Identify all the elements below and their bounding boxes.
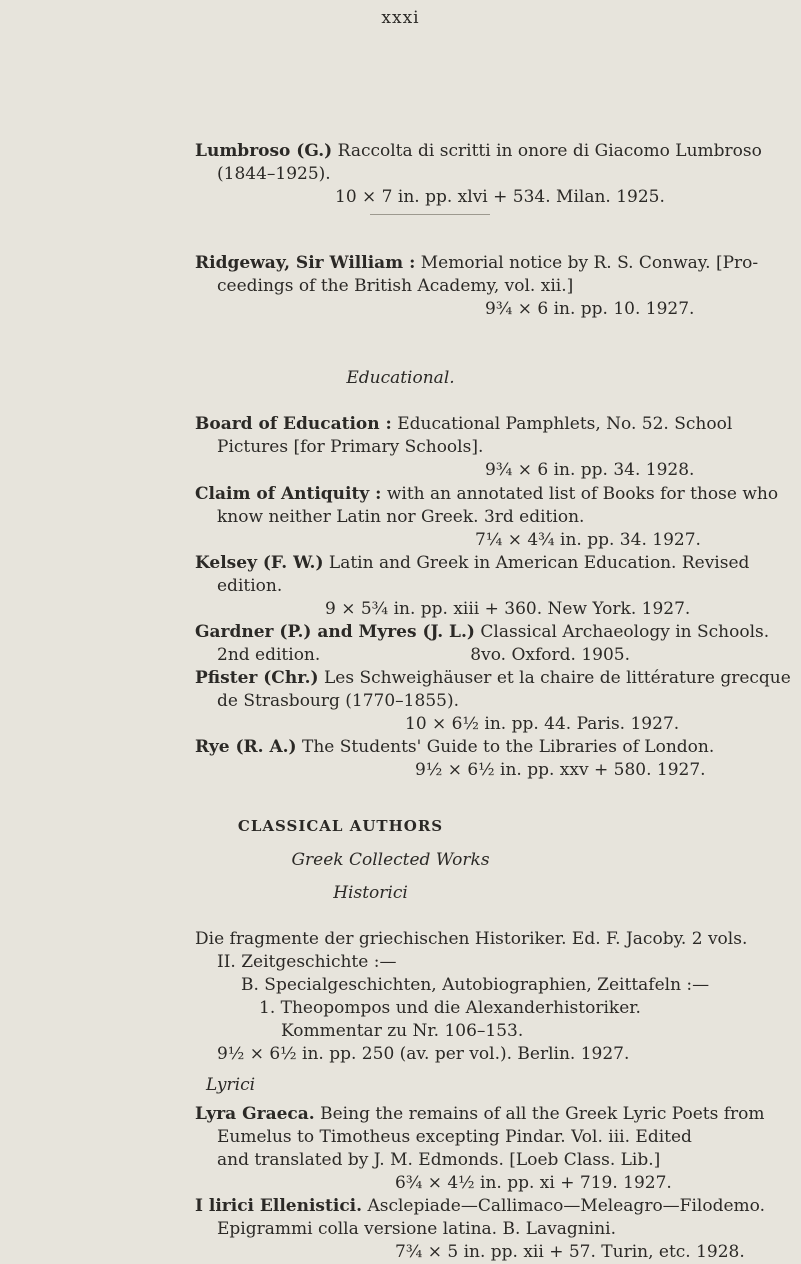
entry-meta: 7¼ × 4¾ in. pp. 34. 1927. bbox=[475, 530, 701, 550]
entry-meta: 7¾ × 5 in. pp. xii + 57. Turin, etc. 1928. bbox=[395, 1242, 745, 1262]
section-heading-historici: Historici bbox=[333, 883, 408, 903]
entry-text: de Strasbourg (1770–1855). bbox=[217, 691, 459, 711]
entry-text: 1. Theopompos und die Alexanderhistoriker. bbox=[259, 998, 641, 1018]
entry-ridgeway bbox=[195, 252, 775, 321]
entry-meta: 8vo. Oxford. 1905. bbox=[470, 645, 630, 665]
entry-heading: Claim of Antiquity : bbox=[195, 484, 382, 504]
section-heading-greek-collected-works: Greek Collected Works bbox=[291, 850, 490, 870]
entry-claim-of-antiquity bbox=[195, 483, 779, 552]
entry-meta: 9 × 5¾ in. pp. xiii + 360. New York. 1927. bbox=[325, 599, 691, 619]
entry-meta: 9½ × 6½ in. pp. xxv + 580. 1927. bbox=[415, 760, 706, 780]
entry-heading: Kelsey (F. W.) bbox=[195, 553, 324, 573]
entry-meta: 9¾ × 6 in. pp. 10. 1927. bbox=[485, 299, 695, 319]
entry-rye bbox=[195, 736, 775, 782]
entry-text: B. Specialgeschichten, Autobiographien, Zeittafeln :— bbox=[241, 975, 710, 995]
entry-heading: Lumbroso (G.) bbox=[195, 141, 333, 161]
entry-jacoby bbox=[195, 928, 775, 1066]
entry-text: edition. bbox=[217, 576, 283, 596]
entry-text: Eumelus to Timotheus excepting Pindar. Vol. iii. Edited bbox=[217, 1127, 692, 1147]
entry-text: Latin and Greek in American Education. Revised bbox=[328, 553, 750, 573]
entry-text: Kommentar zu Nr. 106–153. bbox=[281, 1021, 524, 1041]
entry-text: 2nd edition. bbox=[217, 645, 321, 665]
divider bbox=[370, 214, 490, 215]
entry-pfister bbox=[195, 667, 791, 736]
entry-kelsey bbox=[195, 552, 775, 621]
page-number: xxxi bbox=[381, 8, 420, 28]
entry-lyra-graeca-meta bbox=[195, 1172, 775, 1195]
entry-text: ceedings of the British Academy, vol. xii.] bbox=[217, 276, 574, 296]
entry-text: Les Schweighäuser et la chaire de littérature grecque bbox=[323, 668, 791, 688]
entry-lyra-graeca bbox=[195, 1103, 775, 1172]
entry-text: Raccolta di scritti in onore di Giacomo Lumbroso bbox=[337, 141, 762, 161]
entry-text: Pictures [for Primary Schools]. bbox=[217, 437, 484, 457]
entry-heading: Ridgeway, Sir William : bbox=[195, 253, 416, 273]
section-heading-lyrici: Lyrici bbox=[205, 1075, 256, 1095]
entry-text: (1844–1925). bbox=[217, 164, 331, 184]
entry-board-of-education bbox=[195, 413, 775, 482]
entry-text: Epigrammi colla versione latina. B. Lavagnini. bbox=[217, 1219, 616, 1239]
entry-text: Educational Pamphlets, No. 52. School bbox=[397, 414, 733, 434]
entry-meta: 9½ × 6½ in. pp. 250 (av. per vol.). Berlin. 1927. bbox=[217, 1044, 630, 1064]
entry-text: with an annotated list of Books for those who bbox=[386, 484, 779, 504]
entry-text: Memorial notice by R. S. Conway. [Pro- bbox=[420, 253, 759, 273]
entry-text: II. Zeitgeschichte :— bbox=[217, 952, 397, 972]
entry-text: and translated by J. M. Edmonds. [Loeb Class. Lib.] bbox=[217, 1150, 661, 1170]
entry-lumbroso bbox=[195, 140, 775, 209]
entry-text: know neither Latin nor Greek. 3rd edition. bbox=[217, 507, 585, 527]
entry-gardner-myres bbox=[195, 621, 775, 667]
entry-text: Classical Archaeology in Schools. bbox=[480, 622, 770, 642]
entry-text: The Students' Guide to the Libraries of London. bbox=[302, 737, 715, 757]
entry-text: Being the remains of all the Greek Lyric Poets from bbox=[320, 1104, 765, 1124]
entry-heading: I lirici Ellenistici. bbox=[195, 1196, 363, 1216]
entry-text: Die fragmente der griechischen Historiker. Ed. F. Jacoby. 2 vols. bbox=[195, 929, 748, 949]
section-heading-educational: Educational. bbox=[346, 368, 455, 388]
entry-lirici-ellenistici bbox=[195, 1195, 775, 1262]
entry-heading: Pfister (Chr.) bbox=[195, 668, 319, 688]
entry-heading: Rye (R. A.) bbox=[195, 737, 297, 757]
entry-meta: 10 × 6½ in. pp. 44. Paris. 1927. bbox=[405, 714, 680, 734]
entry-heading: Board of Education : bbox=[195, 414, 392, 434]
section-heading-classical-authors: CLASSICAL AUTHORS bbox=[237, 817, 444, 835]
entry-text: Asclepiade—Callimaco—Meleagro—Filodemo. bbox=[367, 1196, 765, 1216]
entry-heading: Lyra Graeca. bbox=[195, 1104, 315, 1124]
entry-meta: 10 × 7 in. pp. xlvi + 534. Milan. 1925. bbox=[335, 187, 665, 207]
entry-meta: 6¾ × 4½ in. pp. xi + 719. 1927. bbox=[395, 1173, 672, 1193]
entry-meta: 9¾ × 6 in. pp. 34. 1928. bbox=[485, 460, 695, 480]
entry-heading: Gardner (P.) and Myres (J. L.) bbox=[195, 622, 475, 642]
